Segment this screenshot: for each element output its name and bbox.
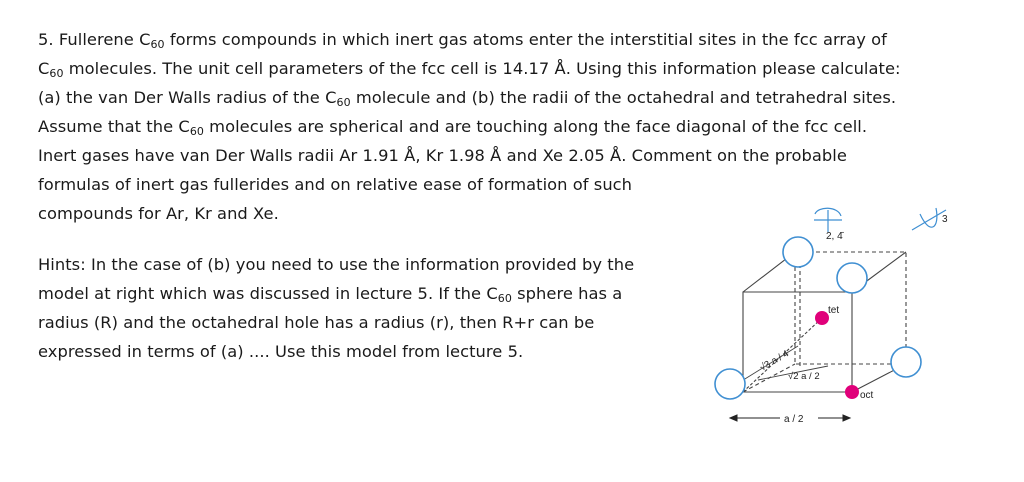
problem-text: forms compounds in which inert gas atoms enter the interstitial sites in the fcc array of — [164, 30, 887, 49]
problem-text: Assume that the C — [38, 117, 190, 136]
hints-text: Hints: In the case of (b) you need to use the information provided by the — [38, 255, 635, 274]
subscript-60: 60 — [336, 96, 351, 109]
problem-text: formulas of inert gas fullerides and on relative ease of formation of such — [38, 175, 633, 194]
tet-label: tet — [828, 305, 840, 316]
fcc-octahedral-tetrahedral-figure — [700, 196, 960, 446]
subscript-60: 60 — [497, 292, 512, 305]
problem-line — [38, 112, 958, 141]
hints-line — [38, 337, 698, 366]
axis-label-24: 2, 4̄ — [826, 231, 843, 242]
problem-text: compounds for Ar, Kr and Xe. — [38, 204, 279, 223]
label-sqrt2-a-over-2: √2 a / 2 — [788, 371, 820, 382]
hints-text: model at right which was discussed in lecture 5. If the C — [38, 284, 498, 303]
oct-label: oct — [860, 390, 874, 401]
c60-sphere-back-top — [783, 237, 813, 267]
hints-text: expressed in terms of (a) .... Use this model from lecture 5. — [38, 342, 524, 361]
problem-text: C — [38, 59, 50, 78]
problem-text: molecules. The unit cell parameters of the fcc cell is 14.17 Å. Using this information please calculate: — [63, 59, 901, 78]
problem-text: (a) the van Der Walls radius of the C — [38, 88, 337, 107]
hints-line — [38, 279, 698, 308]
problem-text: Inert gases have van Der Walls radii Ar 1.91 Å, Kr 1.98 Å and Xe 2.05 Å. Comment on the probable — [38, 146, 847, 165]
problem-line — [38, 141, 958, 170]
axis-label-3: 3 — [942, 214, 948, 225]
subscript-60: 60 — [150, 38, 165, 51]
octahedral-site — [845, 385, 859, 399]
c60-sphere-right-top — [837, 263, 867, 293]
c60-sphere-right-bottom — [891, 347, 921, 377]
tetrahedral-site — [815, 311, 829, 325]
hints-text: radius (R) and the octahedral hole has a radius (r), then R+r can be — [38, 313, 595, 332]
problem-text: molecule and (b) the radii of the octahedral and tetrahedral sites. — [350, 88, 897, 107]
problem-line — [38, 25, 958, 54]
hints-line — [38, 250, 698, 279]
problem-text: molecules are spherical and are touching along the face diagonal of the fcc cell. — [203, 117, 868, 136]
problem-line — [38, 54, 958, 83]
hints-text: sphere has a — [511, 284, 623, 303]
hints-paragraph — [38, 250, 698, 366]
rotation-axis-24-icon — [814, 208, 842, 232]
hints-line — [38, 308, 698, 337]
label-a-over-2: a / 2 — [784, 414, 804, 425]
rotation-axis-3-icon — [912, 208, 946, 230]
subscript-60: 60 — [189, 125, 204, 138]
problem-text: 5. Fullerene C — [38, 30, 151, 49]
subscript-60: 60 — [49, 67, 64, 80]
problem-line — [38, 170, 958, 199]
problem-line — [38, 83, 958, 112]
label-sqrt3-a-over-4: √3 a / 4 — [758, 348, 791, 374]
c60-sphere-front-bottom — [715, 369, 745, 399]
